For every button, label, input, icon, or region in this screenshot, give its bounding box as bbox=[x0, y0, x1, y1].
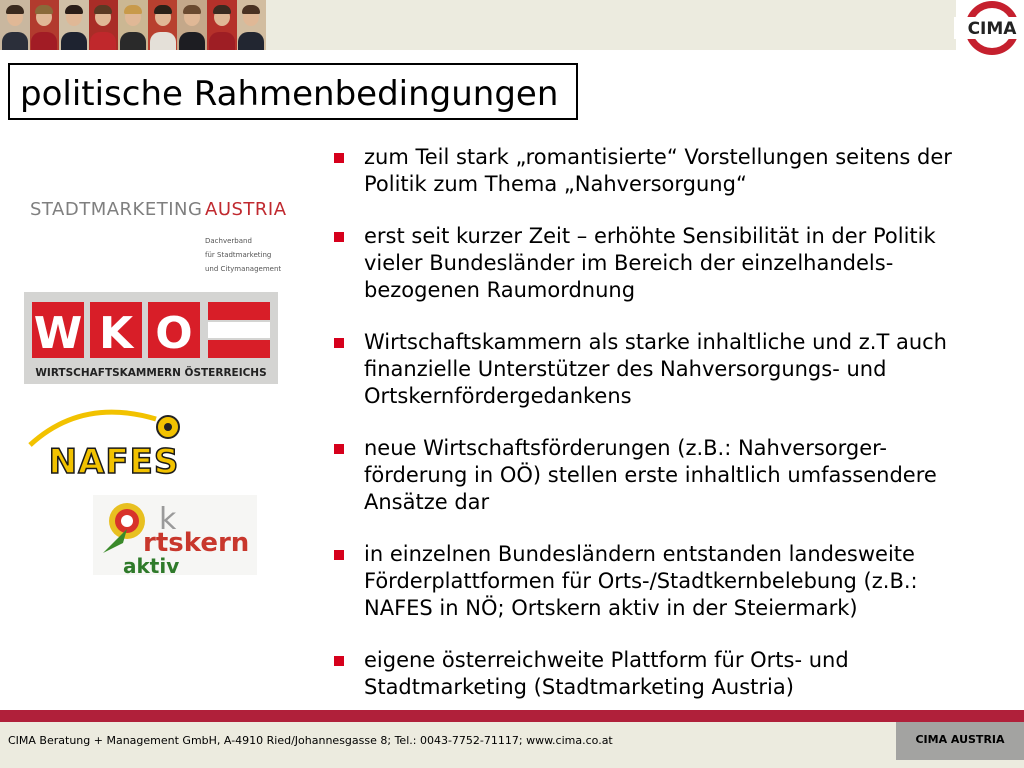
bullet-text: Wirtschaftskammern als starke inhaltliche und z.T auch finanzielle Unterstützer des Nahversorgungs- und Ortskernfördergedankens bbox=[364, 330, 947, 408]
bullet-square-icon bbox=[334, 232, 344, 242]
stadtmarketing-logo-part1: STADTMARKETING bbox=[30, 199, 203, 220]
bullet-square-icon bbox=[334, 338, 344, 348]
footer-brand-box bbox=[896, 722, 1024, 760]
cima-logo bbox=[954, 0, 1024, 56]
bullet-text: eigene österreichweite Plattform für Orts- und Stadtmarketing (Stadtmarketing Austria) bbox=[364, 648, 849, 699]
nafes-logo-text: NAFES bbox=[48, 442, 180, 482]
list-item bbox=[330, 223, 1010, 304]
header-photo bbox=[237, 0, 267, 50]
header-photo bbox=[118, 0, 148, 50]
footer-address: CIMA Beratung + Management GmbH, A-4910 Ried/Johannesgasse 8; Tel.: 0043-7752-71117; www.cima.co.at bbox=[8, 734, 613, 747]
bullet-text: in einzelnen Bundesländern entstanden landesweite Förderplattformen für Orts-/Stadtkernbelebung (z.B.: NAFES in NÖ; Ortskern aktiv in der Steiermark) bbox=[364, 542, 918, 620]
list-item bbox=[330, 435, 1010, 516]
list-item bbox=[330, 144, 1010, 198]
header-photo bbox=[0, 0, 30, 50]
header-photo bbox=[177, 0, 207, 50]
ortskern-logo-word1: rtskern bbox=[143, 528, 250, 558]
cima-logo-text: CIMA bbox=[967, 19, 1017, 39]
page-title-box bbox=[8, 63, 578, 120]
footer-brand-text: CIMA AUSTRIA bbox=[915, 733, 1005, 746]
header-photo-strip bbox=[0, 0, 266, 50]
footer bbox=[0, 722, 1024, 768]
bullet-square-icon bbox=[334, 153, 344, 163]
stadtmarketing-logo-part2: AUSTRIA bbox=[205, 199, 287, 220]
ortskern-aktiv-logo bbox=[93, 495, 257, 575]
header-photo bbox=[59, 0, 89, 50]
bullet-text: neue Wirtschaftsförderungen (z.B.: Nahversorger- förderung in OÖ) stellen erste inhaltlich umfassendere Ansätze dar bbox=[364, 436, 937, 514]
footer-accent-bar bbox=[0, 710, 1024, 722]
stadtmarketing-sub-line-2: für Stadtmarketing bbox=[205, 251, 272, 259]
header-photo bbox=[207, 0, 237, 50]
stadtmarketing-sub-line-1: Dachverband bbox=[205, 237, 252, 245]
stadtmarketing-austria-logo bbox=[30, 193, 290, 279]
page-title: politische Rahmenbedingungen bbox=[20, 74, 559, 114]
bullet-text: erst seit kurzer Zeit – erhöhte Sensibilität in der Politik vieler Bundesländer im Bereich der einzelhandels- bezogenen Raumordnung bbox=[364, 224, 936, 302]
list-item bbox=[330, 541, 1010, 622]
list-item bbox=[330, 329, 1010, 410]
bullet-square-icon bbox=[334, 656, 344, 666]
stadtmarketing-sub-line-3: und Citymanagement bbox=[205, 265, 282, 273]
header-photo bbox=[30, 0, 60, 50]
wko-letter-k: K bbox=[98, 308, 134, 359]
ortskern-logo-k: k bbox=[159, 502, 177, 537]
bullet-square-icon bbox=[334, 444, 344, 454]
bullet-list bbox=[330, 144, 1010, 726]
nafes-logo bbox=[22, 401, 206, 487]
header-photo bbox=[89, 0, 119, 50]
bullet-text: zum Teil stark „romantisierte“ Vorstellungen seitens der Politik zum Thema „Nahversorgung“ bbox=[364, 145, 952, 196]
list-item bbox=[330, 647, 1010, 701]
ortskern-logo-word2: aktiv bbox=[123, 554, 180, 575]
wko-letter-o: O bbox=[155, 308, 193, 359]
wko-logo bbox=[24, 292, 278, 384]
wko-letter-w: W bbox=[33, 308, 83, 359]
bullet-square-icon bbox=[334, 550, 344, 560]
wko-caption: WIRTSCHAFTSKAMMERN ÖSTERREICHS bbox=[35, 367, 267, 379]
header-photo bbox=[148, 0, 178, 50]
